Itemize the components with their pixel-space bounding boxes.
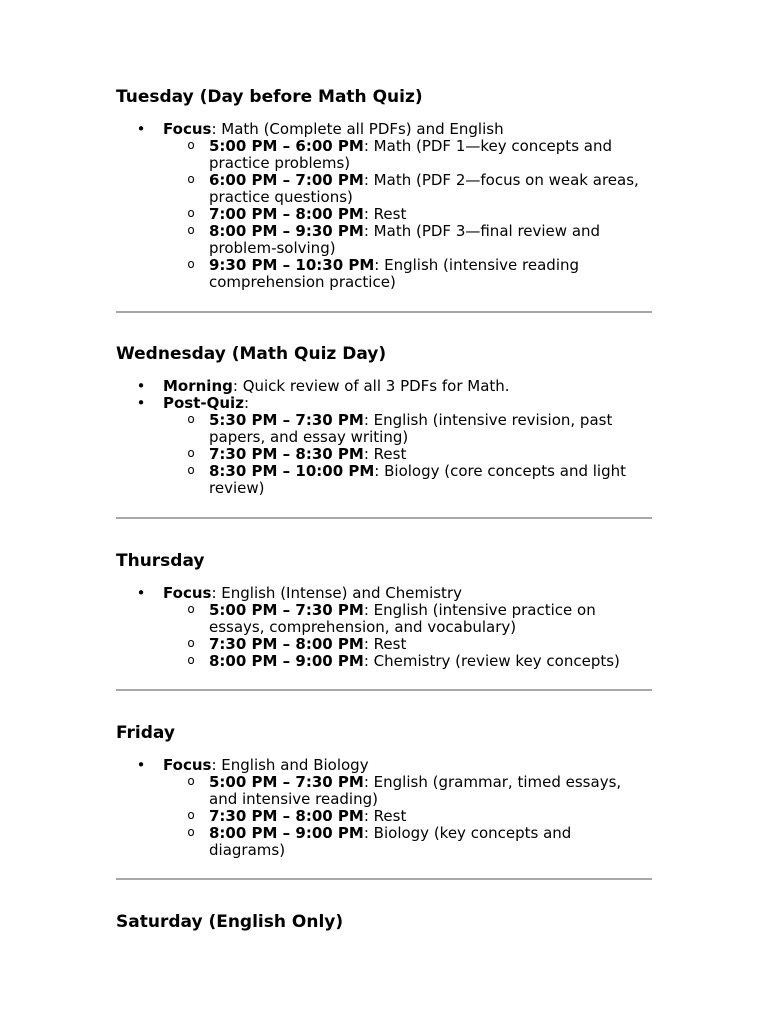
focus-list: [116, 757, 652, 859]
schedule-text: : English (intensive reading comprehension practice): [209, 256, 580, 291]
bullet-icon: •: [136, 584, 146, 602]
item-text: : English and Biology: [211, 756, 369, 774]
item-label: Morning: [163, 377, 233, 395]
section-tuesday: [116, 87, 652, 291]
list-item: [116, 378, 652, 395]
time-range: 8:00 PM – 9:00 PM: [209, 652, 364, 670]
schedule-text: : Biology (core concepts and light review): [209, 462, 627, 497]
circle-bullet-icon: o: [187, 808, 195, 822]
time-range: 8:00 PM – 9:00 PM: [209, 824, 364, 842]
time-range: 7:00 PM – 8:00 PM: [209, 205, 364, 223]
schedule-text: : Chemistry (review key concepts): [363, 652, 620, 670]
schedule-item: [163, 172, 652, 206]
schedule-text: : English (grammar, timed essays, and intensive reading): [209, 773, 622, 808]
time-range: 5:00 PM – 6:00 PM: [209, 137, 364, 155]
bullet-icon: •: [136, 377, 146, 395]
schedule-item: [163, 602, 652, 636]
section-divider: [116, 517, 652, 519]
circle-bullet-icon: o: [187, 602, 195, 616]
schedule-item: [163, 463, 652, 497]
section-divider: [116, 311, 652, 313]
bullet-icon: •: [136, 756, 146, 774]
schedule-list: [163, 774, 652, 859]
schedule-item: [163, 257, 652, 291]
focus-list: [116, 585, 652, 670]
circle-bullet-icon: o: [187, 636, 195, 650]
item-text: : Math (Complete all PDFs) and English: [211, 120, 504, 138]
list-item: [116, 121, 652, 291]
section-heading: Saturday (English Only): [116, 912, 344, 932]
schedule-item: [163, 774, 652, 808]
circle-bullet-icon: o: [187, 172, 195, 186]
circle-bullet-icon: o: [187, 653, 195, 667]
time-range: 7:30 PM – 8:00 PM: [209, 807, 364, 825]
item-label: Focus: [163, 120, 212, 138]
schedule-text: : Rest: [363, 205, 407, 223]
schedule-item: [163, 223, 652, 257]
time-range: 6:00 PM – 7:00 PM: [209, 171, 364, 189]
section-divider: [116, 878, 652, 880]
circle-bullet-icon: o: [187, 206, 195, 220]
schedule-item: [163, 636, 652, 653]
schedule-list: [163, 138, 652, 291]
time-range: 9:30 PM – 10:30 PM: [209, 256, 375, 274]
time-range: 7:30 PM – 8:30 PM: [209, 445, 364, 463]
circle-bullet-icon: o: [187, 138, 195, 152]
time-range: 8:30 PM – 10:00 PM: [209, 462, 375, 480]
schedule-item: [163, 808, 652, 825]
schedule-text: : Rest: [363, 635, 407, 653]
schedule-list: [163, 602, 652, 670]
circle-bullet-icon: o: [187, 774, 195, 788]
schedule-item: [163, 653, 652, 670]
item-text: : English (Intense) and Chemistry: [211, 584, 462, 602]
bullet-icon: •: [136, 120, 146, 138]
section-heading: Wednesday (Math Quiz Day): [116, 344, 387, 364]
schedule-item: [163, 825, 652, 859]
schedule-text: : Rest: [363, 445, 407, 463]
circle-bullet-icon: o: [187, 463, 195, 477]
circle-bullet-icon: o: [187, 223, 195, 237]
time-range: 5:00 PM – 7:30 PM: [209, 601, 364, 619]
item-label: Focus: [163, 756, 212, 774]
section-heading: Tuesday (Day before Math Quiz): [116, 87, 423, 107]
item-text: :: [243, 394, 249, 412]
schedule-item: [163, 412, 652, 446]
schedule-item: [163, 138, 652, 172]
schedule-item: [163, 446, 652, 463]
circle-bullet-icon: o: [187, 412, 195, 426]
time-range: 5:00 PM – 7:30 PM: [209, 773, 364, 791]
section-friday: [116, 723, 652, 859]
item-label: Post-Quiz: [163, 394, 244, 412]
schedule-text: : English (intensive practice on essays, comprehension, and vocabulary): [209, 601, 596, 636]
section-wednesday: [116, 344, 652, 497]
schedule-text: : English (intensive revision, past papers, and essay writing): [209, 411, 613, 446]
schedule-item: [163, 206, 652, 223]
schedule-text: : Math (PDF 3—final review and problem-solving): [209, 222, 601, 257]
schedule-text: : Rest: [363, 807, 407, 825]
time-range: 8:00 PM – 9:30 PM: [209, 222, 364, 240]
schedule-list: [163, 412, 652, 497]
item-label: Focus: [163, 584, 212, 602]
circle-bullet-icon: o: [187, 825, 195, 839]
section-thursday: [116, 551, 652, 670]
focus-list: [116, 378, 652, 497]
time-range: 7:30 PM – 8:00 PM: [209, 635, 364, 653]
list-item: [116, 585, 652, 670]
section-heading: Friday: [116, 723, 175, 743]
schedule-text: : Math (PDF 2—focus on weak areas, practice questions): [209, 171, 639, 206]
focus-list: [116, 121, 652, 291]
section-saturday: [116, 912, 652, 932]
section-heading: Thursday: [116, 551, 205, 571]
time-range: 5:30 PM – 7:30 PM: [209, 411, 364, 429]
bullet-icon: •: [136, 394, 146, 412]
schedule-text: : Math (PDF 1—key concepts and practice problems): [209, 137, 612, 172]
item-text: : Quick review of all 3 PDFs for Math.: [232, 377, 510, 395]
list-item: [116, 757, 652, 859]
section-divider: [116, 689, 652, 691]
list-item: [116, 395, 652, 497]
schedule-text: : Biology (key concepts and diagrams): [209, 824, 572, 859]
circle-bullet-icon: o: [187, 446, 195, 460]
circle-bullet-icon: o: [187, 257, 195, 271]
